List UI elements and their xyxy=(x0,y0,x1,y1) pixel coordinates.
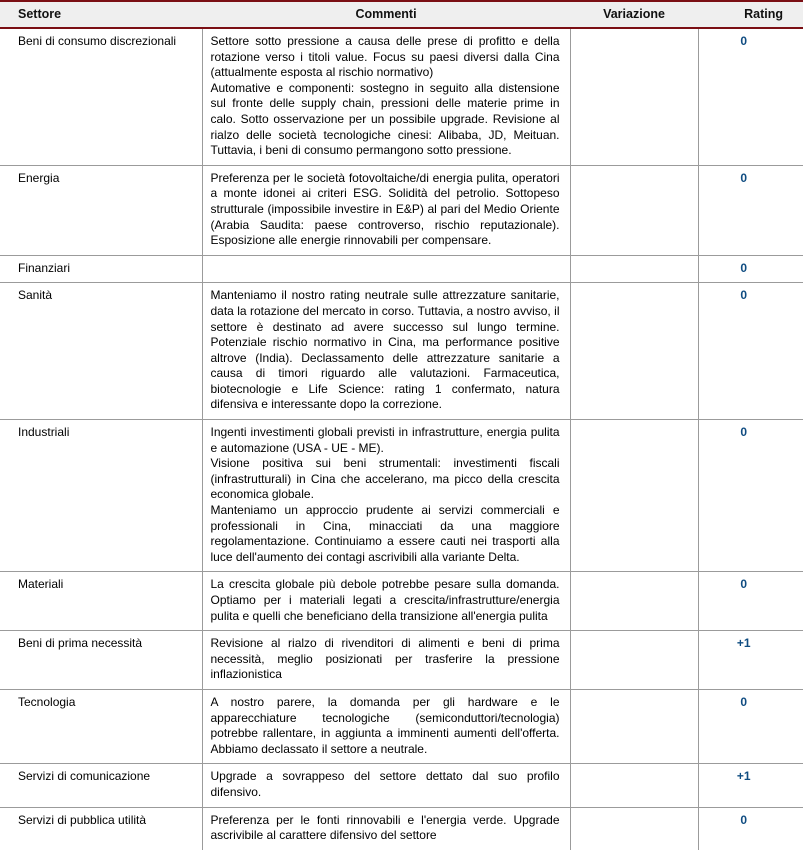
cell-variazione xyxy=(570,807,698,850)
table-row xyxy=(0,764,803,807)
cell-settore: Tecnologia xyxy=(0,689,202,763)
cell-commenti xyxy=(202,165,570,255)
comment-paragraph: La crescita globale più debole potrebbe pesare sulla domanda. Optiamo per i materiali legati a crescita/infrastrutture/energia pulita e quelli che beneficiano della transizione all'energia pulita xyxy=(210,577,560,623)
comment-paragraph: Visione positiva sui beni strumentali: investimenti fiscali (infrastrutturali) in Cina che accelerano, ma picco della crescita economica globale. xyxy=(210,456,560,502)
comment-paragraph: Preferenza per le società fotovoltaiche/di energia pulita, operatori a monte idonei ai criteri ESG. Solidità del petrolio. Sottopeso strutturale (impossibile investire in E&P) al pari del Medio Oriente (Arabia Saudita: paese controverso, rischio reputazionale). Esposizione alle energie rinnovabili per compensare. xyxy=(210,170,560,248)
cell-variazione xyxy=(570,165,698,255)
table-row xyxy=(0,165,803,255)
cell-rating: 0 xyxy=(698,255,803,283)
cell-commenti xyxy=(202,689,570,763)
cell-variazione xyxy=(570,572,698,631)
table-row xyxy=(0,283,803,420)
cell-rating: +1 xyxy=(698,631,803,690)
comment-paragraph: Manteniamo il nostro rating neutrale sulle attrezzature sanitarie, data la rotazione del mercato in corso. Tuttavia, a nostro avviso, il settore è destinato ad avere successo sul lungo termine. Potenziale rischio normativo in Cina, ma performance positive altrove (India). Declassamento delle attrezzature sanitarie a causa di timori riguardo alle valutazioni. Farmaceutica, biotecnologie e Life Science: rating 1 confermato, natura difensiva e interessante dopo la correzione. xyxy=(210,288,560,412)
comment-paragraph: Preferenza per le fonti rinnovabili e l'energia verde. Upgrade ascrivibile al carattere difensivo del settore xyxy=(210,812,560,843)
table-body xyxy=(0,28,803,850)
table-row xyxy=(0,255,803,283)
comment-paragraph: Settore sotto pressione a causa delle prese di profitto e della rotazione verso i titoli value. Focus su paesi diversi dalla Cina (attualmente esposta al rischio normativo) xyxy=(210,34,560,80)
cell-commenti xyxy=(202,572,570,631)
cell-settore: Industriali xyxy=(0,420,202,572)
cell-variazione xyxy=(570,283,698,420)
cell-settore: Beni di prima necessità xyxy=(0,631,202,690)
table-row xyxy=(0,572,803,631)
cell-commenti xyxy=(202,420,570,572)
cell-variazione xyxy=(570,28,698,165)
table-row xyxy=(0,420,803,572)
column-header-variazione: Variazione xyxy=(570,1,698,28)
comment-paragraph: Automative e componenti: sostegno in seguito alla distensione sul fronte delle supply chain, pressioni delle materie prime in calo. Sotto osservazione per un possibile upgrade. Revisione al rialzo delle società tecnologiche cinesi: Alibaba, JD, Meituan. Tuttavia, i beni di consumo permangono sotto pressione. xyxy=(210,80,560,158)
comment-paragraph: Ingenti investimenti globali previsti in infrastrutture, energia pulita e automazione (USA - UE - ME). xyxy=(210,425,560,455)
cell-commenti xyxy=(202,807,570,850)
cell-commenti xyxy=(202,283,570,420)
cell-settore: Sanità xyxy=(0,283,202,420)
cell-settore: Materiali xyxy=(0,572,202,631)
table-header xyxy=(0,1,803,28)
cell-settore: Servizi di comunicazione xyxy=(0,764,202,807)
table-row xyxy=(0,631,803,690)
cell-commenti xyxy=(202,631,570,690)
cell-rating: 0 xyxy=(698,165,803,255)
header-row xyxy=(0,1,803,28)
cell-rating: +1 xyxy=(698,764,803,807)
table-row xyxy=(0,689,803,763)
column-header-commenti: Commenti xyxy=(202,1,570,28)
cell-settore: Beni di consumo discrezionali xyxy=(0,28,202,165)
cell-commenti xyxy=(202,764,570,807)
comment-paragraph: Manteniamo un approccio prudente ai servizi commerciali e professionali in Cina, minacciati da una maggiore regolamentazione. Continuiamo a essere cauti nei trasporti alla luce dell'aumento dei contagi ascrivibili alla variante Delta. xyxy=(210,503,560,564)
cell-variazione xyxy=(570,631,698,690)
comment-paragraph: Upgrade a sovrappeso del settore dettato dal suo profilo difensivo. xyxy=(210,769,560,799)
comment-paragraph: A nostro parere, la domanda per gli hardware e le apparecchiature tecnologiche (semiconduttori/tecnologia) potrebbe rallentare, in aggiunta a imminenti aumenti dell'offerta. Abbiamo declassato il settore a neutrale. xyxy=(210,694,560,756)
cell-variazione xyxy=(570,420,698,572)
cell-settore: Energia xyxy=(0,165,202,255)
table-row xyxy=(0,28,803,165)
cell-rating: 0 xyxy=(698,28,803,165)
column-header-rating: Rating xyxy=(698,1,803,28)
cell-rating: 0 xyxy=(698,689,803,763)
cell-rating: 0 xyxy=(740,812,748,827)
cell-variazione xyxy=(570,255,698,283)
clipped-text xyxy=(211,813,560,844)
cell-variazione xyxy=(570,764,698,807)
cell-rating: 0 xyxy=(698,420,803,572)
cell-settore: Finanziari xyxy=(0,255,202,283)
cell-rating: 0 xyxy=(698,572,803,631)
table-row xyxy=(0,807,803,850)
cell-rating: 0 xyxy=(698,283,803,420)
comment-paragraph: Revisione al rialzo di rivenditori di alimenti e beni di prima necessità, meglio posizionati per trasferire la pressione inflazionistica xyxy=(210,636,560,682)
cell-commenti xyxy=(202,255,570,283)
cell-commenti xyxy=(202,28,570,165)
cell-variazione xyxy=(570,689,698,763)
column-header-settore: Settore xyxy=(0,1,202,28)
cell-settore: Servizi di pubblica utilità xyxy=(18,812,147,827)
